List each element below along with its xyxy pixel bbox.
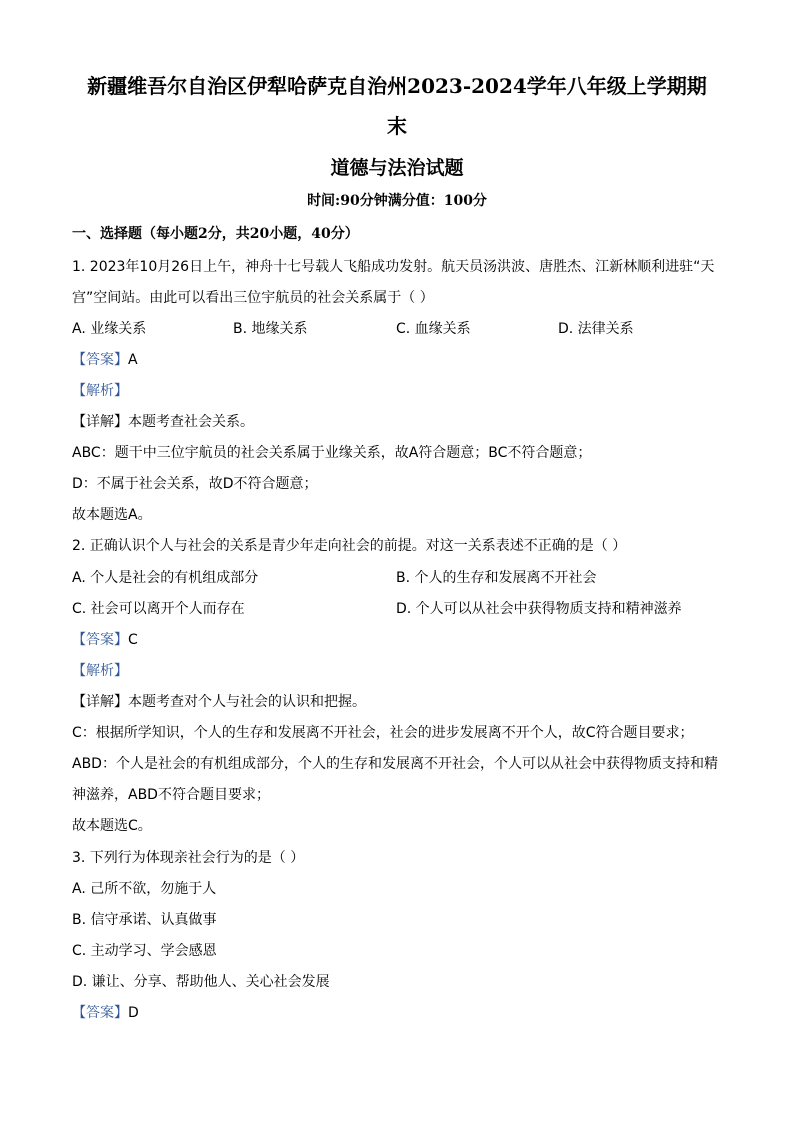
q1-option-c: C. 血缘关系: [396, 321, 471, 337]
q1-answer: [72, 349, 138, 369]
q2-conclusion: 故本题选C。: [72, 818, 152, 834]
q2-option-a: A. 个人是社会的有机组成部分: [72, 570, 259, 586]
detail-tag: 【详解】: [72, 414, 128, 430]
q2-option-c: C. 社会可以离开个人而存在: [72, 601, 245, 617]
q2-explanation-2-line2: 神滋养，ABD不符合题目要求；: [72, 787, 270, 803]
section-heading: 一、选择题（每小题2分，共20小题，40分）: [72, 226, 359, 242]
q3-option-d: D. 谦让、分享、帮助他人、关心社会发展: [72, 974, 330, 990]
q2-explanation-1: C：根据所学知识，个人的生存和发展离不开社会，社会的进步发展离不开个人，故C符合题目要求；: [72, 725, 694, 741]
q1-detail: [72, 411, 254, 431]
q1-stem-line2: 宫”空间站。由此可以看出三位宇航员的社会关系属于（ ）: [72, 290, 434, 306]
q1-answer-value: A: [128, 352, 138, 368]
q1-analysis: [72, 380, 128, 400]
exam-meta: 时间:90分钟满分值：100分: [307, 193, 487, 209]
analysis-tag: 【解析】: [72, 383, 128, 399]
q3-option-a: A. 己所不欲，勿施于人: [72, 881, 217, 897]
q2-analysis: [72, 660, 128, 680]
q2-detail: [72, 691, 366, 711]
q1-stem-line1: 1. 2023年10月26日上午，神舟十七号载人飞船成功发射。航天员汤洪波、唐胜杰、江新林顺利进驻“天: [72, 259, 715, 275]
q3-option-c: C. 主动学习、学会感恩: [72, 943, 217, 959]
q2-detail-text: 本题考查对个人与社会的认识和把握。: [128, 694, 366, 710]
q2-option-d: D. 个人可以从社会中获得物质支持和精神滋养: [396, 601, 682, 617]
q2-answer-value: C: [128, 632, 138, 648]
q1-option-d: D. 法律关系: [558, 321, 634, 337]
q2-stem: 2. 正确认识个人与社会的关系是青少年走向社会的前提。对这一关系表述不正确的是（ ）: [72, 538, 627, 554]
q1-detail-text: 本题考查社会关系。: [128, 414, 254, 430]
q3-option-b: B. 信守承诺、认真做事: [72, 912, 217, 928]
analysis-tag: 【解析】: [72, 663, 128, 679]
q1-option-b: B. 地缘关系: [233, 321, 308, 337]
exam-title-line1: 新疆维吾尔自治区伊犁哈萨克自治州2023-2024学年八年级上学期期: [87, 74, 707, 98]
q1-conclusion: 故本题选A。: [72, 507, 152, 523]
q1-explanation-1: ABC：题干中三位宇航员的社会关系属于业缘关系，故A符合题意；BC不符合题意；: [72, 445, 592, 461]
q3-answer-value: D: [128, 1005, 139, 1021]
q1-option-a: A. 业缘关系: [72, 321, 147, 337]
exam-title-line2: 末: [387, 114, 407, 138]
answer-tag: 【答案】: [72, 352, 128, 368]
q2-explanation-2-line1: ABD：个人是社会的有机组成部分，个人的生存和发展离不开社会，个人可以从社会中获得物质支持和精: [72, 756, 718, 772]
detail-tag: 【详解】: [72, 694, 128, 710]
q3-stem: 3. 下列行为体现亲社会行为的是（ ）: [72, 850, 305, 866]
q3-answer: [72, 1002, 139, 1022]
answer-tag: 【答案】: [72, 632, 128, 648]
q2-answer: [72, 629, 138, 649]
exam-subject: 道德与法治试题: [330, 157, 464, 179]
answer-tag: 【答案】: [72, 1005, 128, 1021]
q2-option-b: B. 个人的生存和发展离不开社会: [396, 570, 597, 586]
q1-explanation-2: D：不属于社会关系，故D不符合题意；: [72, 476, 318, 492]
